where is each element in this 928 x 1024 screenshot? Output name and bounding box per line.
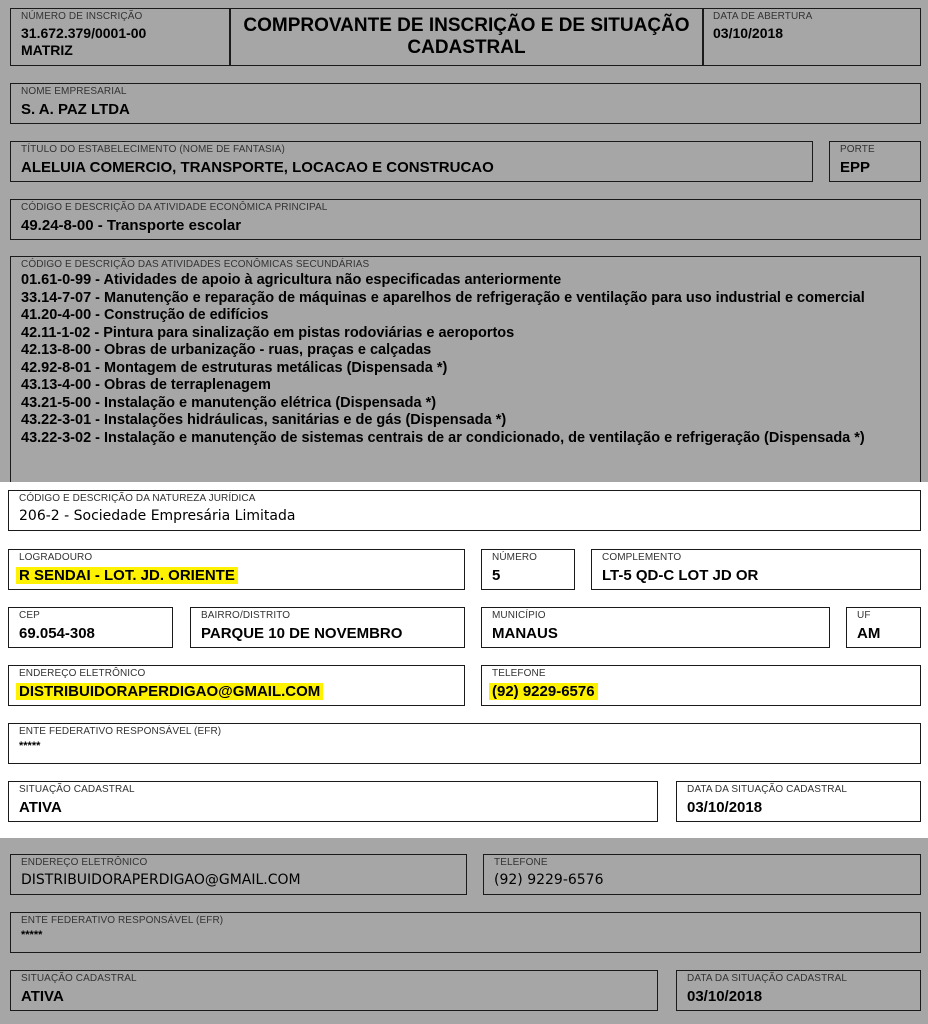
logradouro-box — [8, 549, 465, 590]
list-item: 43.13-4-00 - Obras de terraplenagem — [21, 377, 271, 393]
document-title: COMPROVANTE DE INSCRIÇÃO E DE SITUAÇÃO CADASTRAL — [243, 15, 690, 58]
data-situacao-value: 03/10/2018 — [687, 988, 763, 1005]
situacao-value: ATIVA — [19, 799, 62, 816]
field-label: CEP — [19, 610, 40, 621]
logradouro-value — [19, 567, 238, 584]
data-situacao-box — [676, 781, 921, 822]
efr-box-dup — [10, 912, 921, 953]
atividades-secundarias-box — [10, 256, 921, 482]
atividade-principal-value: 49.24-8-00 - Transporte escolar — [21, 217, 242, 234]
highlight: DISTRIBUIDORAPERDIGAO@GMAIL.COM — [16, 683, 323, 700]
field-label: CÓDIGO E DESCRIÇÃO DA ATIVIDADE ECONÔMICA PRINCIPAL — [21, 202, 328, 213]
data-situacao-value: 03/10/2018 — [687, 799, 763, 816]
field-label: ENTE FEDERATIVO RESPONSÁVEL (EFR) — [19, 726, 222, 737]
list-item: 43.22-3-01 - Instalações hidráulicas, sanitárias e de gás (Dispensada *) — [21, 412, 507, 428]
efr-value: ***** — [21, 929, 43, 941]
cep-value: 69.054-308 — [19, 625, 95, 642]
list-item: 42.13-8-00 - Obras de urbanização - ruas, praças e calçadas — [21, 342, 432, 358]
field-label: CÓDIGO E DESCRIÇÃO DA NATUREZA JURÍDICA — [19, 493, 256, 504]
efr-value: ***** — [19, 740, 41, 752]
list-item: 42.11-1-02 - Pintura para sinalização em pistas rodoviárias e aeroportos — [21, 324, 515, 341]
field-label: NÚMERO — [492, 552, 538, 563]
telefone-value: (92) 9229-6576 — [494, 872, 604, 888]
list-item: 33.14-7-07 - Manutenção e reparação de máquinas e aparelhos de refrigeração e ventilação para uso industrial e comercial — [21, 289, 865, 306]
porte-box — [829, 141, 921, 182]
list-item: 43.21-5-00 - Instalação e manutenção elétrica (Dispensada *) — [21, 394, 437, 411]
field-label: NÚMERO DE INSCRIÇÃO — [21, 11, 143, 22]
field-label: UF — [857, 610, 871, 621]
situacao-box — [8, 781, 658, 822]
complemento-value: LT-5 QD-C LOT JD OR — [602, 567, 759, 584]
municipio-value: MANAUS — [492, 625, 558, 642]
titulo-estabelecimento-value: ALELUIA COMERCIO, TRANSPORTE, LOCACAO E CONSTRUCAO — [21, 159, 494, 176]
field-label: SITUAÇÃO CADASTRAL — [21, 973, 137, 984]
natureza-juridica-box — [8, 490, 921, 531]
atividades-secundarias-list — [21, 272, 912, 447]
matriz-label: MATRIZ — [21, 42, 73, 58]
data-abertura-value: 03/10/2018 — [713, 25, 784, 41]
field-label: TELEFONE — [492, 668, 546, 679]
telefone-value — [492, 683, 598, 700]
field-label: ENTE FEDERATIVO RESPONSÁVEL (EFR) — [21, 915, 224, 926]
list-item: 41.20-4-00 - Construção de edifícios — [21, 307, 269, 323]
porte-value: EPP — [840, 159, 871, 176]
titulo-estabelecimento-box — [10, 141, 813, 182]
field-label: SITUAÇÃO CADASTRAL — [19, 784, 135, 795]
highlight: (92) 9229-6576 — [489, 683, 598, 700]
list-item: 42.92-8-01 - Montagem de estruturas metálicas (Dispensada *) — [21, 359, 448, 376]
cep-box — [8, 607, 173, 648]
telefone-box — [481, 665, 921, 706]
email-box-dup — [10, 854, 467, 895]
field-label: LOGRADOURO — [19, 552, 93, 563]
top-gray-section — [0, 0, 928, 482]
field-label: TELEFONE — [494, 857, 548, 868]
numero-value: 5 — [492, 567, 501, 584]
field-label: CÓDIGO E DESCRIÇÃO DAS ATIVIDADES ECONÔMICAS SECUNDÁRIAS — [21, 259, 370, 270]
field-label: DATA DE ABERTURA — [713, 11, 813, 22]
field-label: ENDEREÇO ELETRÔNICO — [19, 668, 146, 679]
telefone-box-dup — [483, 854, 921, 895]
efr-box — [8, 723, 921, 764]
atividade-principal-box — [10, 199, 921, 240]
list-item: 01.61-0-99 - Atividades de apoio à agricultura não especificadas anteriormente — [21, 272, 562, 288]
title-box — [229, 8, 704, 66]
email-box — [8, 665, 465, 706]
nome-empresarial-box — [10, 83, 921, 124]
uf-value: AM — [857, 625, 881, 642]
data-situacao-box-dup — [676, 970, 921, 1011]
complemento-box — [591, 549, 921, 590]
natureza-juridica-value: 206-2 - Sociedade Empresária Limitada — [19, 508, 296, 524]
bairro-box — [190, 607, 465, 648]
email-value — [19, 683, 323, 700]
field-label: PORTE — [840, 144, 875, 155]
data-abertura-box — [702, 8, 921, 66]
field-label: DATA DA SITUAÇÃO CADASTRAL — [687, 973, 848, 984]
situacao-value: ATIVA — [21, 988, 64, 1005]
nome-empresarial-value: S. A. PAZ LTDA — [21, 101, 130, 118]
field-label: DATA DA SITUAÇÃO CADASTRAL — [687, 784, 848, 795]
field-label: BAIRRO/DISTRITO — [201, 610, 291, 621]
list-item: 43.22-3-02 - Instalação e manutenção de sistemas centrais de ar condicionado, de ventilação e refrigeração (Dispensada *) — [21, 429, 865, 446]
numero-inscricao-value: 31.672.379/0001-00 — [21, 25, 147, 41]
email-value: DISTRIBUIDORAPERDIGAO@GMAIL.COM — [21, 872, 301, 888]
field-label: NOME EMPRESARIAL — [21, 86, 127, 97]
uf-box — [846, 607, 921, 648]
field-label: COMPLEMENTO — [602, 552, 682, 563]
municipio-box — [481, 607, 830, 648]
numero-box — [481, 549, 575, 590]
numero-inscricao-box — [10, 8, 231, 66]
bottom-gray-section — [0, 838, 928, 1024]
field-label: MUNICÍPIO — [492, 610, 546, 621]
highlight: R SENDAI - LOT. JD. ORIENTE — [16, 567, 238, 584]
situacao-box-dup — [10, 970, 658, 1011]
field-label: ENDEREÇO ELETRÔNICO — [21, 857, 148, 868]
middle-white-section — [0, 482, 928, 838]
field-label: TÍTULO DO ESTABELECIMENTO (NOME DE FANTASIA) — [21, 144, 285, 155]
bairro-value: PARQUE 10 DE NOVEMBRO — [201, 625, 403, 642]
